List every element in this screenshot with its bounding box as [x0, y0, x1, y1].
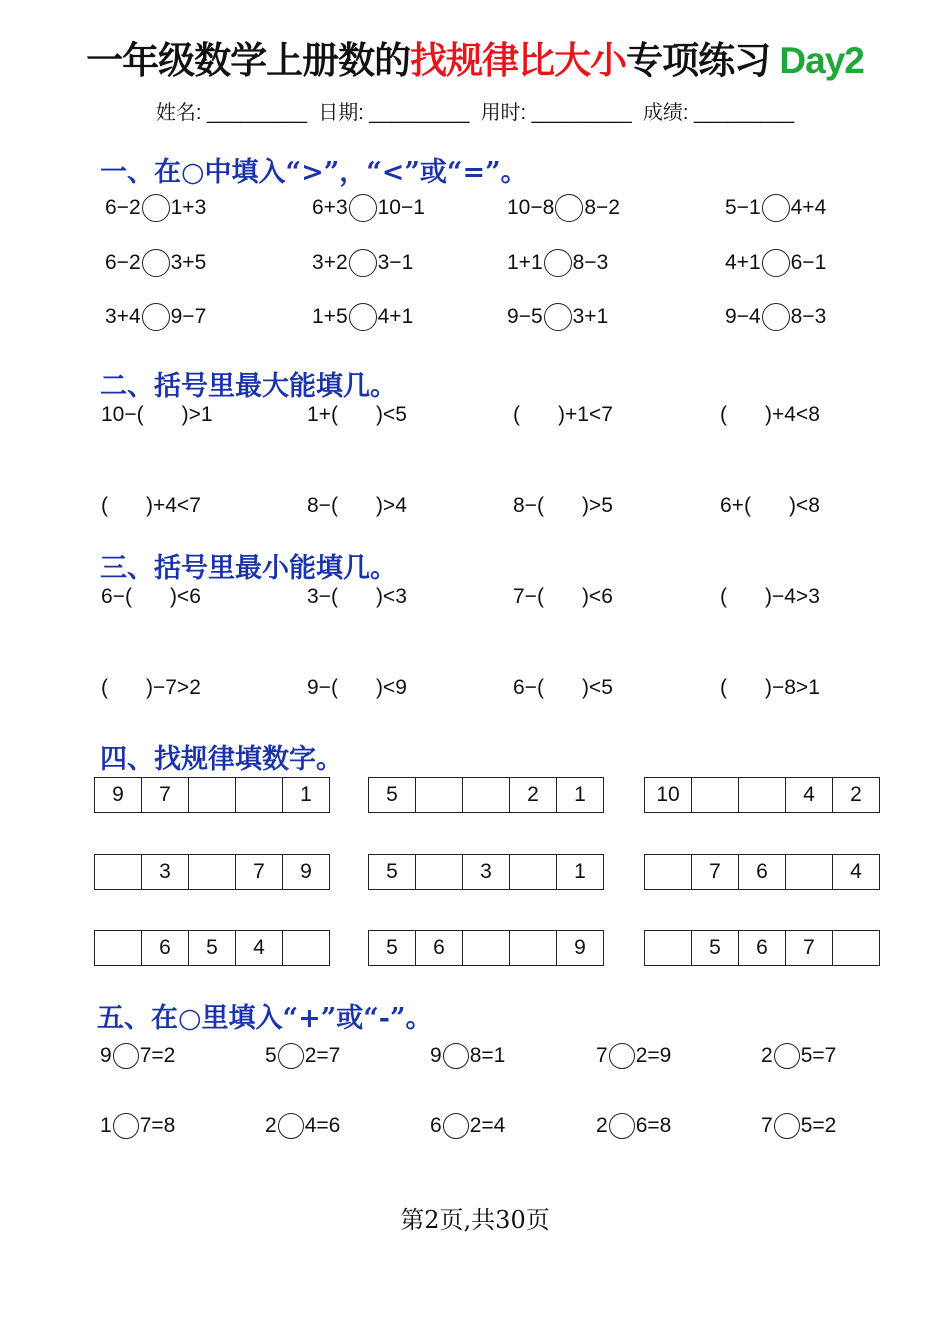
pattern-blank-cell[interactable]: [645, 855, 692, 889]
expression-before-blank: (: [720, 676, 727, 699]
pattern-blank-cell[interactable]: [95, 931, 142, 965]
pattern-grid: [94, 854, 330, 890]
compare-item: [507, 194, 620, 222]
left-expression: 9−5: [507, 305, 543, 328]
bracket-item: [307, 585, 407, 609]
left-expression: 3+4: [105, 305, 141, 328]
operator-item: [100, 1113, 175, 1139]
operator-circle[interactable]: [609, 1043, 635, 1069]
pattern-number-cell: 2: [510, 778, 557, 812]
right-expression: 3+5: [170, 251, 207, 274]
operator-circle[interactable]: [774, 1043, 800, 1069]
bracket-item: [101, 585, 201, 609]
pattern-blank-cell[interactable]: [786, 855, 833, 889]
left-expression: 4+1: [725, 251, 761, 274]
pattern-blank-cell[interactable]: [189, 778, 236, 812]
expression-after-blank: )−8>1: [765, 676, 820, 699]
first-number: 7: [761, 1114, 773, 1137]
answer-circle[interactable]: [349, 303, 377, 331]
pattern-grid: [644, 854, 880, 890]
pattern-blank-cell[interactable]: [510, 855, 557, 889]
compare-item: [725, 303, 826, 331]
first-number: 5: [265, 1044, 277, 1067]
expression-after-blank: )<9: [375, 676, 407, 699]
date-field: 日期: _________: [318, 102, 470, 124]
pattern-number-cell: 7: [142, 778, 189, 812]
left-expression: 9−4: [725, 305, 761, 328]
pattern-number-cell: 3: [463, 855, 510, 889]
rest-of-equation: 6=8: [635, 1114, 672, 1137]
expression-after-blank: )−7>2: [146, 676, 201, 699]
name-field: 姓名: _________: [155, 102, 308, 124]
pattern-number-cell: 5: [692, 931, 739, 965]
left-expression: 10−8: [507, 196, 555, 219]
pattern-blank-cell[interactable]: [416, 855, 463, 889]
expression-after-blank: )<5: [375, 403, 407, 426]
answer-circle[interactable]: [142, 249, 170, 277]
first-number: 2: [761, 1044, 773, 1067]
bracket-item: [101, 494, 201, 518]
pattern-grid: [644, 777, 880, 813]
expression-before-blank: (: [720, 403, 727, 426]
pattern-number-cell: 7: [786, 931, 833, 965]
pattern-grid: [94, 777, 330, 813]
expression-after-blank: )+1<7: [558, 403, 613, 426]
answer-circle[interactable]: [142, 194, 170, 222]
pattern-blank-cell[interactable]: [189, 855, 236, 889]
bracket-item: [307, 403, 407, 427]
expression-before-blank: 7−(: [513, 585, 544, 608]
operator-item: [596, 1043, 671, 1069]
rest-of-equation: 4=6: [304, 1114, 341, 1137]
first-number: 2: [265, 1114, 277, 1137]
operator-item: [596, 1113, 671, 1139]
expression-after-blank: )−4>3: [765, 585, 820, 608]
section-4-heading: 四、找规律填数字。: [100, 744, 343, 775]
pattern-number-cell: 3: [142, 855, 189, 889]
answer-circle[interactable]: [349, 194, 377, 222]
expression-before-blank: (: [101, 494, 108, 517]
bracket-item: [720, 676, 820, 700]
pattern-number-cell: 1: [283, 778, 330, 812]
left-expression: 1+1: [507, 251, 543, 274]
left-expression: 3+2: [312, 251, 348, 274]
compare-item: [105, 194, 206, 222]
expression-before-blank: (: [101, 676, 108, 699]
bracket-item: [307, 494, 407, 518]
expression-before-blank: 8−(: [513, 494, 544, 517]
rest-of-equation: 8=1: [469, 1044, 506, 1067]
pattern-number-cell: 4: [786, 778, 833, 812]
bracket-item: [513, 494, 613, 518]
expression-after-blank: )>4: [375, 494, 407, 517]
answer-circle[interactable]: [544, 249, 572, 277]
expression-before-blank: 10−(: [101, 403, 144, 426]
right-expression: 6−1: [790, 251, 827, 274]
operator-item: [100, 1043, 175, 1069]
pattern-number-cell: 6: [739, 855, 786, 889]
right-expression: 1+3: [170, 196, 207, 219]
right-expression: 8−3: [790, 305, 827, 328]
compare-item: [725, 249, 826, 277]
pattern-number-cell: 5: [369, 778, 416, 812]
left-expression: 5−1: [725, 196, 761, 219]
bracket-item: [720, 403, 820, 427]
bracket-item: [307, 676, 407, 700]
pattern-number-cell: 4: [833, 855, 880, 889]
pattern-number-cell: 9: [95, 778, 142, 812]
score-field: 成绩: _________: [642, 102, 795, 124]
pattern-number-cell: 9: [283, 855, 330, 889]
bracket-item: [513, 403, 613, 427]
operator-circle[interactable]: [278, 1043, 304, 1069]
right-expression: 4+4: [790, 196, 827, 219]
bracket-item: [720, 585, 820, 609]
operator-circle[interactable]: [113, 1113, 139, 1139]
operator-item: [265, 1043, 340, 1069]
pattern-number-cell: 7: [692, 855, 739, 889]
first-number: 9: [430, 1044, 442, 1067]
operator-item: [265, 1113, 340, 1139]
first-number: 9: [100, 1044, 112, 1067]
pattern-number-cell: 7: [236, 855, 283, 889]
worksheet-title: [0, 30, 950, 84]
operator-item: [430, 1043, 505, 1069]
bracket-item: [101, 403, 213, 427]
rest-of-equation: 7=8: [139, 1114, 176, 1137]
compare-item: [507, 249, 608, 277]
page-footer: 第2页,共30页: [400, 1206, 550, 1234]
rest-of-equation: 7=2: [139, 1044, 176, 1067]
right-expression: 8−2: [584, 196, 620, 219]
pattern-number-cell: 10: [645, 778, 692, 812]
operator-item: [430, 1113, 505, 1139]
pattern-blank-cell[interactable]: [463, 778, 510, 812]
answer-circle[interactable]: [544, 303, 572, 331]
pattern-number-cell: 5: [369, 931, 416, 965]
student-info-line: [0, 96, 950, 125]
pattern-number-cell: 5: [369, 855, 416, 889]
pattern-blank-cell[interactable]: [463, 931, 510, 965]
right-expression: 3−1: [377, 251, 414, 274]
pattern-number-cell: 1: [557, 778, 604, 812]
expression-after-blank: )+4<8: [765, 403, 820, 426]
rest-of-equation: 2=4: [469, 1114, 506, 1137]
first-number: 1: [100, 1114, 112, 1137]
pattern-blank-cell[interactable]: [645, 931, 692, 965]
compare-item: [725, 194, 826, 222]
time-field: 用时: _________: [480, 102, 632, 124]
operator-circle[interactable]: [443, 1113, 469, 1139]
expression-after-blank: )<5: [581, 676, 613, 699]
expression-before-blank: (: [513, 403, 520, 426]
pattern-number-cell: 5: [189, 931, 236, 965]
operator-circle[interactable]: [278, 1113, 304, 1139]
expression-before-blank: 9−(: [307, 676, 338, 699]
rest-of-equation: 2=7: [304, 1044, 341, 1067]
pattern-grid: [368, 854, 604, 890]
pattern-blank-cell[interactable]: [739, 778, 786, 812]
pattern-number-cell: 9: [557, 931, 604, 965]
compare-item: [105, 303, 206, 331]
answer-circle[interactable]: [142, 303, 170, 331]
section-5-heading: 五、在○里填入“+”或“-”。: [97, 1003, 433, 1034]
right-expression: 8−3: [572, 251, 609, 274]
title-part-topic: 找规律比大小: [410, 40, 627, 81]
compare-item: [105, 249, 206, 277]
title-part-day: Day2: [779, 40, 864, 81]
bracket-item: [101, 676, 201, 700]
expression-after-blank: )<8: [788, 494, 820, 517]
answer-circle[interactable]: [555, 194, 583, 222]
expression-after-blank: )>1: [181, 403, 213, 426]
left-expression: 6−2: [105, 196, 141, 219]
bracket-item: [513, 585, 613, 609]
bracket-item: [513, 676, 613, 700]
pattern-number-cell: 2: [833, 778, 880, 812]
operator-circle[interactable]: [443, 1043, 469, 1069]
pattern-blank-cell[interactable]: [95, 855, 142, 889]
rest-of-equation: 5=2: [800, 1114, 837, 1137]
expression-after-blank: )<6: [581, 585, 613, 608]
pattern-blank-cell[interactable]: [236, 778, 283, 812]
rest-of-equation: 2=9: [635, 1044, 672, 1067]
pattern-blank-cell[interactable]: [692, 778, 739, 812]
expression-after-blank: )<6: [169, 585, 201, 608]
answer-circle[interactable]: [349, 249, 377, 277]
right-expression: 10−1: [377, 196, 425, 219]
pattern-number-cell: 6: [739, 931, 786, 965]
first-number: 6: [430, 1114, 442, 1137]
title-part-practice: 专项练习: [626, 40, 771, 81]
compare-item: [312, 249, 413, 277]
title-part-grade: 一年级数学上册数的: [86, 40, 411, 81]
operator-circle[interactable]: [609, 1113, 635, 1139]
operator-item: [761, 1113, 836, 1139]
first-number: 7: [596, 1044, 608, 1067]
pattern-grid: [368, 777, 604, 813]
answer-circle[interactable]: [762, 249, 790, 277]
expression-after-blank: )+4<7: [146, 494, 201, 517]
expression-after-blank: )>5: [581, 494, 613, 517]
rest-of-equation: 5=7: [800, 1044, 837, 1067]
pattern-blank-cell[interactable]: [833, 931, 880, 965]
right-expression: 4+1: [377, 305, 414, 328]
section-2-heading: 二、括号里最大能填几。: [100, 371, 397, 402]
pattern-blank-cell[interactable]: [283, 931, 330, 965]
left-expression: 1+5: [312, 305, 348, 328]
expression-before-blank: 6−(: [513, 676, 544, 699]
expression-before-blank: 6−(: [101, 585, 132, 608]
pattern-number-cell: 4: [236, 931, 283, 965]
section-1-heading: 一、在○中填入“>”，“<”或“=”。: [100, 157, 528, 188]
expression-before-blank: (: [720, 585, 727, 608]
pattern-blank-cell[interactable]: [510, 931, 557, 965]
operator-circle[interactable]: [113, 1043, 139, 1069]
pattern-grid: [644, 930, 880, 966]
bracket-item: [720, 494, 820, 518]
expression-before-blank: 3−(: [307, 585, 338, 608]
expression-after-blank: )<3: [375, 585, 407, 608]
first-number: 2: [596, 1114, 608, 1137]
pattern-number-cell: 6: [416, 931, 463, 965]
operator-circle[interactable]: [774, 1113, 800, 1139]
pattern-grid: [368, 930, 604, 966]
answer-circle[interactable]: [762, 303, 790, 331]
pattern-number-cell: 6: [142, 931, 189, 965]
left-expression: 6+3: [312, 196, 348, 219]
right-expression: 9−7: [170, 305, 207, 328]
operator-item: [761, 1043, 836, 1069]
left-expression: 6−2: [105, 251, 141, 274]
compare-item: [507, 303, 608, 331]
answer-circle[interactable]: [762, 194, 790, 222]
pattern-blank-cell[interactable]: [416, 778, 463, 812]
expression-before-blank: 1+(: [307, 403, 338, 426]
compare-item: [312, 194, 425, 222]
expression-before-blank: 8−(: [307, 494, 338, 517]
right-expression: 3+1: [572, 305, 609, 328]
pattern-grid: [94, 930, 330, 966]
compare-item: [312, 303, 413, 331]
pattern-number-cell: 1: [557, 855, 604, 889]
section-3-heading: 三、括号里最小能填几。: [100, 553, 397, 584]
expression-before-blank: 6+(: [720, 494, 751, 517]
